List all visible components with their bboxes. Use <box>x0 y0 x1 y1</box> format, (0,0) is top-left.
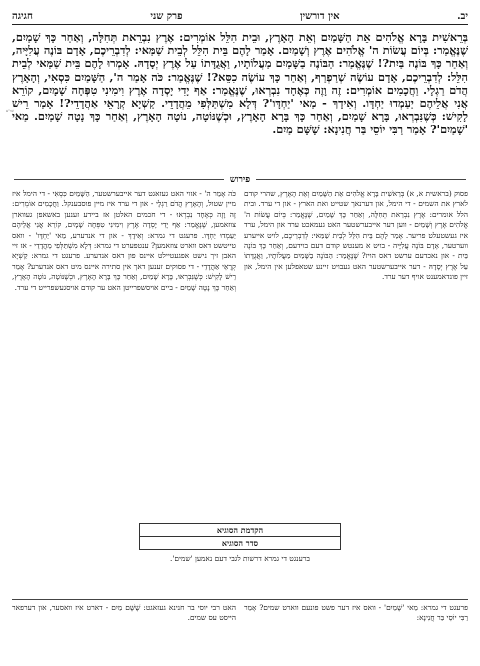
intro-box-subtitle: סדר הסוגיא <box>221 538 259 548</box>
folio-number: יב. <box>457 11 468 22</box>
intro-box-title: הקדמת הסוגיא <box>140 524 340 537</box>
perush-heading <box>12 173 468 185</box>
ornament-left <box>256 179 466 180</box>
perush-title: פירוש <box>229 174 251 185</box>
main-text: בְּרֵאשִׁית בָּרָא אֱלֹהִים אֵת הַשָּׁמַיִם וְאֵת הָאָרֶץ, וּבֵית הִלֵּל אוֹמְרִים: אֶרֶץ נִבְרֵאת תְּחִלָּה, וְאַחַר כָּךְ שָׁמַיִם, שֶׁנֶּאֱמַר: בְּיוֹם עֲשׂוֹת ה' אֱלֹהִים אֶרֶץ וְשָׁמַיִם. אָמַר לָהֶם בֵּית הִלֵּל לְבֵית שַׁמַּאי: לְדִבְרֵיכֶם, אָדָם בּוֹנֶה עֲלִיָּיה, וְאַחַר כָּךְ בּוֹנֶה בַּיִת?! שֶׁנֶּאֱמַר: הַבּוֹנֶה בַשָּׁמַיִם מַעֲלוֹתָיו, וַאֲגֻדָּתוֹ עַל אֶרֶץ יְסָדָהּ. אָמְרוּ לָהֶם בֵּית שַׁמַּאי לְבֵית הִלֵּל: לְדִבְרֵיכֶם, אָדָם עוֹשֶׂה שְׁרַפְרַף, וְאַחַר כָּךְ עוֹשֶׂה כִסֵּא?! שֶׁנֶּאֱמַר: כֹּה אָמַר ה', הַשָּׁמַיִם כִּסְאִי, וְהָאָרֶץ הֲדֹם רַגְלָי. וַחֲכָמִים אוֹמְרִים: זֶה וָזֶה כְּאֶחָד נִבְרְאוּ, שֶׁנֶּאֱמַר: אַף יָדִי יָסְדָה אֶרֶץ וִימִינִי טִפְּחָה שָׁמָיִם, קוֹרֵא אֲנִי אֲלֵיהֶם יַעַמְדוּ יַחְדָּו. וְאִידָךְ - מַאי 'יַחְדָּו'? דְּלָא מִשְׁתַּלְּפִי מֵהֲדָדֵי. קַשְׁיָא קְרָאֵי אַהֲדָדֵי?! אָמַר רֵישׁ לָקִישׁ: כְּשֶׁנִּבְרְאוּ, בָּרָא שָׁמַיִם, וְאַחַר כָּךְ בָּרָא הָאָרֶץ, וּכְשֶׁנּוֹטָה, נוֹטָה הָאָרֶץ, וְאַחַר כָּךְ נָטָה שָׁמַיִם. מַאי 'שָׁמַיִם'? אָמַר רַבִּי יוֹסֵי בַּר חֲנִינָא: שָׁשָּׁם מַיִם. <box>12 31 468 137</box>
commentary-columns <box>12 189 468 489</box>
commentary-left-column <box>12 189 236 489</box>
commentary-left-text: כֹּה אָמַר ה' - אזוי האט געזאגט דער אייבערשטער, הַשָּׁמַיִם כִּסְאִי - די הימל איז מיין שטול, וְהָאָרֶץ הֲדֹם רַגְלָי - און די ערד איז מיין פוסבענקל. וַחֲכָמִים אוֹמְרִים: זֶה וָזֶה כְּאֶחָד נִבְרְאוּ - די חכמים האלטן אז ביידע זענען באשאפן געווארן צוזאמען, שֶׁנֶּאֱמַר: אַף יָדִי יָסְדָה אֶרֶץ וִימִינִי טִפְּחָה שָׁמָיִם, קוֹרֵא אֲנִי אֲלֵיהֶם יַעַמְדוּ יַחְדָּו. פרעגט די גמרא: וְאִידָךְ - און די אנדערע, מַאי 'יַחְדָּו' - וואס טייטשט דאס ווארט צוזאמען? ענטפערט די גמרא: דְּלָא מִשְׁתַּלְּפִי מֵהֲדָדֵי - אז זיי האבן זיך נישט אפגעטיילט איינס פון דאס אנדערע. פרעגט די גמרא: קַשְׁיָא קְרָאֵי אַהֲדָדֵי - די פסוקים זענען דאך אין סתירה איינס מיט דאס אנדערע? אָמַר רֵישׁ לָקִישׁ: כְּשֶׁנִּבְרְאוּ, בָּרָא שָׁמַיִם, וְאַחַר כָּךְ בָּרָא הָאָרֶץ, וּכְשֶׁנּוֹטָה, נוֹטָה הָאָרֶץ, וְאַחַר כָּךְ נָטָה שָׁמַיִם - ביים אויסשפרייטן האט ער קודם אויסגעשפרייט די ערד. <box>12 189 236 292</box>
intro-box <box>139 523 341 550</box>
chapter-label: פרק שני <box>150 11 183 22</box>
ornament-right <box>14 179 224 180</box>
section-tag: שו"ע <box>6 108 14 113</box>
footer-columns <box>12 603 468 625</box>
running-title: אין דורשין <box>299 11 340 22</box>
footer-rule <box>12 599 468 600</box>
page-header <box>12 8 468 25</box>
tractate-name: חגיגה <box>12 11 33 22</box>
main-text-block <box>12 31 468 139</box>
footer-left-text: האט רבי יוסי בר חנינא געזאגט: שָׁשָּׁם מַיִם - דארט איז וואסער, און דערפאר הייסט עס שמים. <box>12 603 236 623</box>
intro-line: ברענגט די גמרא דרשות לגבי דעם נאמען 'שמים'. <box>170 554 310 563</box>
footer-right-text: פרעגט די גמרא: מַאי 'שָׁמַיִם' - וואס איז דער פשט פונעם ווארט שמים? אָמַר רַבִּי יוֹסֵי בַּר חֲנִינָא: <box>244 603 468 623</box>
commentary-right-column <box>244 189 468 489</box>
commentary-right-text: פסוק (בראשית א, א) בְּרֵאשִׁית בָּרָא אֱלֹהִים אֵת הַשָּׁמַיִם וְאֵת הָאָרֶץ, שהרי קודם לארץ את השמים - די הימל, און דערנאך שטייט ואת הארץ - און די ערד. ובית הלל אומרים: אֶרֶץ נִבְרֵאת תְּחִלָּה, וְאַחַר כָּךְ שָׁמַיִם, שֶׁנֶּאֱמַר: בְּיוֹם עֲשׂוֹת ה' אֱלֹהִים אֶרֶץ וְשָׁמַיִם - ווען דער אייבערשטער האט געמאכט ערד און הימל, ערד איז געשטעלט פריער. אָמַר לָהֶם בֵּית הִלֵּל לְבֵית שַׁמַּאי: לְדִבְרֵיכֶם, לויט אייערע ווערטער, אָדָם בּוֹנֶה עֲלִיָּיה - בויט א מענטש קודם דעם בוידעם, וְאַחַר כָּךְ בּוֹנֶה בַּיִת - און נאכדעם ערשט דאס הויז? שֶׁנֶּאֱמַר: הַבּוֹנֶה בַשָּׁמַיִם מַעֲלוֹתָיו, וַאֲגֻדָּתוֹ עַל אֶרֶץ יְסָדָהּ - דער אייבערשטער האט געבויט זיינע שטאפלען אין הימל, און זיין פונדאמענט אויף דער ערד. <box>244 189 468 282</box>
